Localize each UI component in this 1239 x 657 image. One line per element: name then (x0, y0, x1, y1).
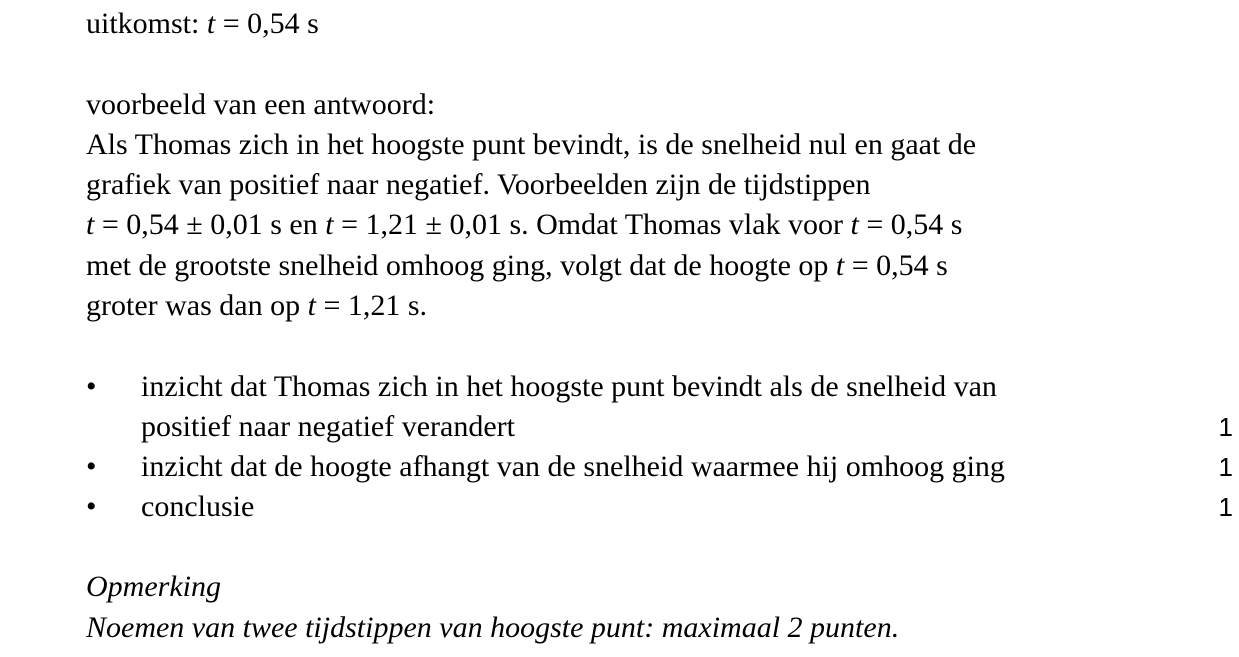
example-line-3 (86, 205, 962, 245)
outcome-value: = 0,54 s (215, 7, 319, 40)
time-variable: t (325, 208, 334, 241)
remark-title: Opmerking (86, 570, 221, 603)
outcome-line (86, 4, 319, 44)
example-text: = 0,54 s (844, 249, 948, 282)
example-heading: voorbeeld van een antwoord: (86, 88, 436, 121)
criterion-2-points: 1 (1218, 452, 1233, 482)
outcome-label: uitkomst: (86, 7, 207, 40)
remark-text: Noemen van twee tijdstippen van hoogste punt: maximaal 2 punten. (86, 611, 900, 644)
criterion-1-line-2: positief naar negatief verandert (141, 410, 515, 443)
bullet-marker: • (86, 450, 97, 483)
outcome-variable: t (206, 7, 216, 40)
example-text: = 1,21 s. (315, 289, 428, 322)
criterion-1-points: 1 (1218, 412, 1233, 442)
example-text: groter was dan op (86, 289, 308, 322)
bullet-marker: • (86, 370, 97, 403)
time-variable: t (850, 208, 859, 241)
example-text: = 0,54 s (858, 208, 963, 241)
criterion-3-points: 1 (1218, 492, 1233, 522)
example-line-5 (86, 286, 427, 326)
bullet-marker: • (86, 490, 97, 523)
example-text: met de grootste snelheid omhoog ging, volgt dat de hoogte op (86, 249, 836, 282)
example-line-1: Als Thomas zich in het hoogste punt bevindt, is de snelheid nul en gaat de (86, 128, 977, 161)
criterion-2-line-1: inzicht dat de hoogte afhangt van de snelheid waarmee hij omhoog ging (141, 450, 1005, 483)
example-text: = 0,54 ± 0,01 s en (94, 208, 326, 241)
criterion-3-line-1: conclusie (141, 490, 255, 523)
example-line-4 (86, 246, 948, 286)
example-text: = 1,21 ± 0,01 s. Omdat Thomas vlak voor (333, 208, 851, 241)
example-line-2: grafiek van positief naar negatief. Voorbeelden zijn de tijdstippen (86, 168, 871, 201)
time-variable: t (307, 289, 316, 322)
time-variable: t (835, 249, 845, 282)
criterion-1-line-1: inzicht dat Thomas zich in het hoogste punt bevindt als de snelheid van (141, 370, 997, 403)
time-variable: t (86, 208, 95, 241)
